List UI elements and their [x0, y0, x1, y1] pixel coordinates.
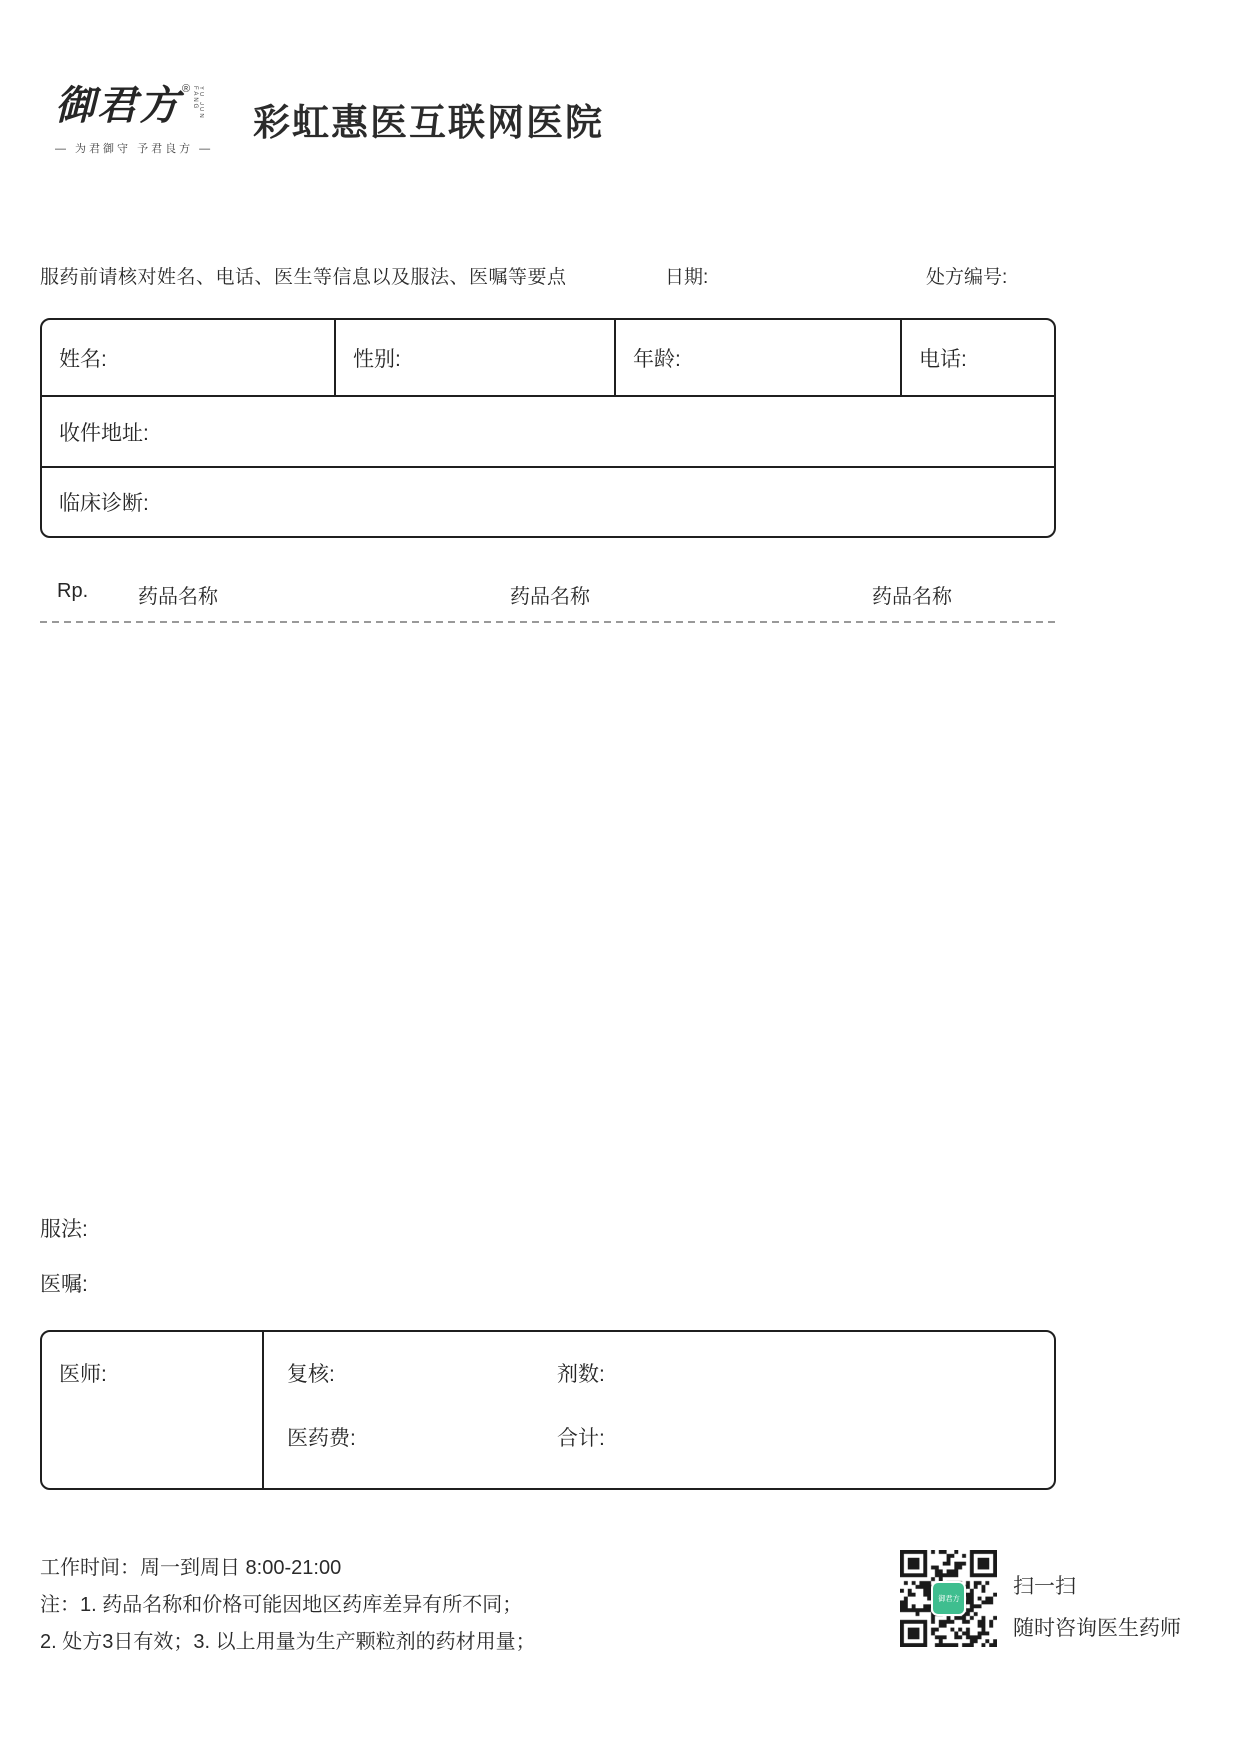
patient-name-field — [42, 320, 334, 395]
medical-fee-label: 医药费: — [287, 1427, 356, 1450]
scan-hint-text: 随时咨询医生药师 — [1013, 1617, 1181, 1640]
doctor-label: 医师: — [59, 1363, 107, 1386]
registered-trademark-icon: ® — [182, 83, 191, 95]
signature-box — [40, 1330, 1056, 1490]
qr-code — [900, 1550, 997, 1647]
drug-name-column-header-3: 药品名称 — [872, 586, 952, 608]
footer-note-line1: 注：1. 药品名称和价格可能因地区药库差异有所不同； — [40, 1594, 523, 1616]
date-label: 日期: — [665, 267, 709, 288]
brand-logo-text: 御君方 — [55, 82, 181, 129]
dose-count-label: 剂数: — [557, 1363, 605, 1386]
footer-note-line2: 2. 处方3日有效；3. 以上用量为生产颗粒剂的药材用量； — [40, 1631, 536, 1653]
notice-row — [40, 262, 1200, 290]
brand-logo — [55, 82, 214, 156]
qr-center-logo — [933, 1583, 964, 1614]
verification-notice-text: 服药前请核对姓名、电话、医生等信息以及服法、医嘱等要点 — [40, 267, 567, 288]
patient-gender-label: 性别: — [353, 347, 401, 371]
review-row — [287, 1358, 1054, 1388]
footer-notes — [40, 1550, 536, 1661]
header — [55, 82, 604, 156]
qr-center-logo-text: 御君方 — [937, 1594, 960, 1603]
review-label: 复核: — [287, 1363, 335, 1386]
patient-gender-field — [334, 320, 614, 395]
prescription-header-row — [40, 580, 1056, 609]
patient-age-field — [614, 320, 900, 395]
doctor-advice-label: 医嘱: — [40, 1273, 88, 1296]
drug-name-column-header-2: 药品名称 — [510, 586, 590, 608]
review-fee-cell — [262, 1332, 1054, 1488]
drug-name-column-header-1: 药品名称 — [138, 586, 218, 608]
rp-label: Rp. — [57, 580, 89, 602]
doctor-signature-cell — [42, 1332, 262, 1488]
patient-info-row-basic — [42, 320, 1054, 397]
patient-phone-field — [900, 320, 1054, 395]
patient-phone-label: 电话: — [919, 347, 967, 371]
total-label: 合计: — [557, 1427, 605, 1450]
working-hours-text: 工作时间：周一到周日 8:00-21:00 — [40, 1557, 342, 1579]
patient-info-box — [40, 318, 1056, 538]
brand-logo-row — [55, 82, 205, 130]
brand-pinyin-vertical-text: YU JUN FANG — [192, 86, 205, 120]
patient-name-label: 姓名: — [59, 347, 107, 371]
patient-diagnosis-label: 临床诊断: — [59, 492, 149, 515]
dashed-separator — [40, 621, 1056, 623]
scan-me-label: 扫一扫 — [1013, 1575, 1076, 1598]
usage-label: 服法: — [40, 1218, 88, 1241]
brand-slogan: — 为君御守 予君良方 — — [55, 143, 214, 155]
patient-diagnosis-field — [42, 468, 1054, 536]
prescription-number-label: 处方编号: — [926, 267, 1008, 288]
patient-address-field — [42, 397, 1054, 468]
fee-row — [287, 1422, 1054, 1452]
hospital-name-title: 彩虹惠医互联网医院 — [253, 102, 604, 143]
patient-age-label: 年龄: — [633, 347, 681, 371]
patient-address-label: 收件地址: — [59, 421, 149, 445]
